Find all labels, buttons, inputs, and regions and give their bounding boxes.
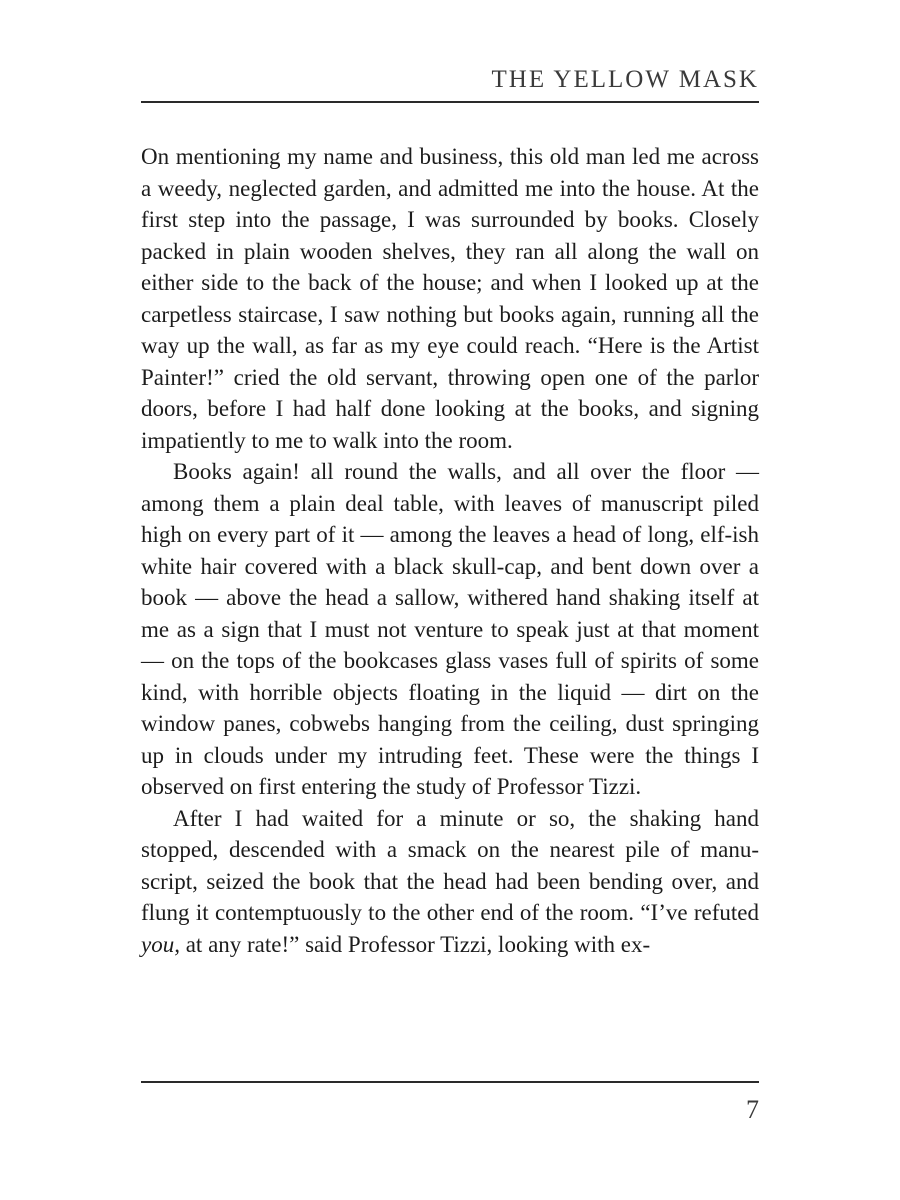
running-header-title: THE YELLOW MASK xyxy=(491,66,759,93)
footer-rule xyxy=(141,1081,759,1083)
body-text xyxy=(141,141,759,960)
paragraph-2: Books again! all round the walls, and all over the floor — among them a plain deal table, with leaves of manuscript piled high on every part of it — among the leaves a head of long, elf-ish white hair covered with a black skull-cap, and bent down over a book — above the head a sallow, withered hand shaking itself at me as a sign that I must not venture to speak just at that moment — on the tops of the bookcases glass vases full of spirits of some kind, with horrible objects floating in the liquid — dirt on the window panes, cobwebs hanging from the ceiling, dust springing up in clouds under my intruding feet. These were the things I observed on first entering the study of Professor Tizzi. xyxy=(141,459,759,799)
paragraph-3-text-start: After I had waited for a minute or so, the shaking hand stopped, descended with a smack on the nearest pile of manu-script, seized the book that the head had been bending over, and flung it contemptuously to the other end of the room. “I’ve refuted xyxy=(141,805,759,925)
paragraph-3-italic-word: you, xyxy=(141,931,180,957)
paragraph-1: On mentioning my name and business, this old man led me across a weedy, neglected garden, and admitted me into the house. At the first step into the passage, I was surrounded by books. Closely packed in plain wooden shelves, they ran all along the wall on either side to the back of the house; and when I looked up at the carpetless staircase, I saw nothing but books again, running all the way up the wall, as far as my eye could reach. “Here is the Artist Painter!” cried the old servant, throwing open one of the parlor doors, before I had half done looking at the books, and signing impatiently to me to walk into the room. xyxy=(141,144,759,453)
paragraph-3-text-end: at any rate!” said Professor Tizzi, looking with ex- xyxy=(179,931,651,957)
page-number: 7 xyxy=(746,1095,759,1124)
paragraph-3 xyxy=(141,803,759,961)
header-rule xyxy=(141,101,759,103)
